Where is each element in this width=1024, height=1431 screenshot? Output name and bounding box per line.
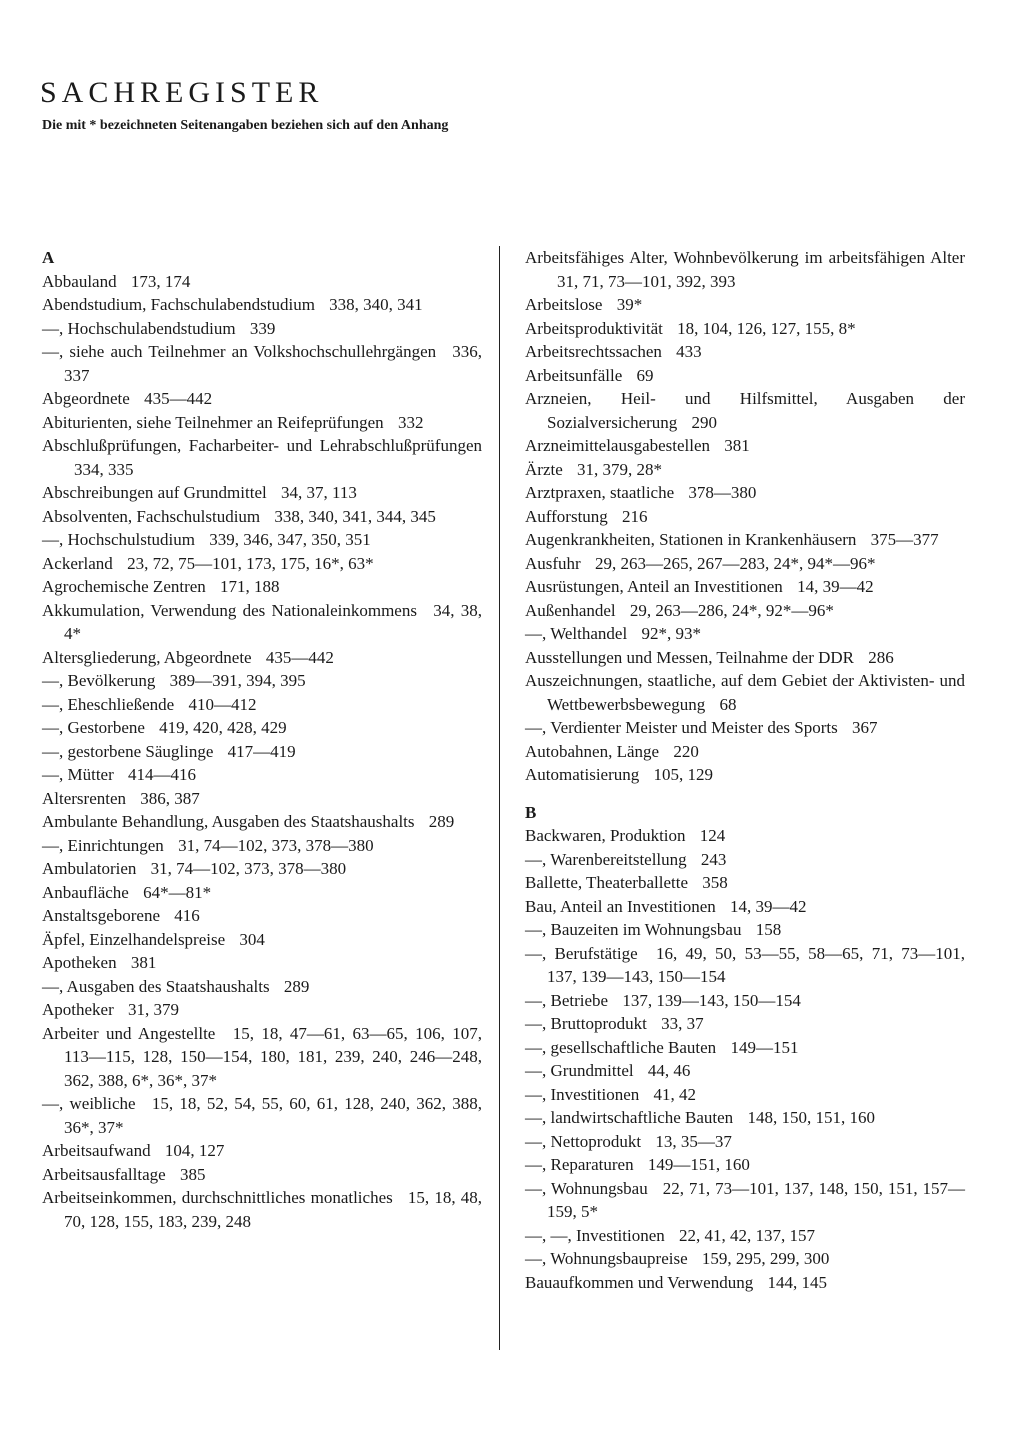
- index-term: —, Nettoprodukt: [525, 1131, 642, 1151]
- index-entry: [42, 505, 482, 529]
- index-term: —, Bauzeiten im Wohnungsbau: [525, 920, 742, 939]
- page-references: 23, 72, 75—101, 173, 175, 16*, 63*: [127, 553, 374, 573]
- index-entry: [525, 575, 965, 599]
- index-entry: [525, 458, 965, 482]
- index-term: —, Reparaturen: [525, 1155, 634, 1174]
- index-entry: [42, 810, 482, 834]
- page-references: 290: [691, 412, 718, 432]
- page-references: 435—442: [144, 389, 213, 408]
- page-references: 39*: [616, 295, 643, 314]
- index-term: —, Welthandel: [525, 624, 628, 643]
- index-entry: [525, 1083, 965, 1107]
- page-references: 416: [174, 906, 200, 925]
- page-references: 338, 340, 341, 344, 345: [274, 506, 436, 526]
- page-references: 417—419: [227, 741, 296, 761]
- index-term: —, gesellschaftliche Bauten: [525, 1037, 717, 1057]
- page-references: 137, 139—143, 150—154: [622, 990, 801, 1010]
- index-entry: [42, 528, 482, 552]
- page-references: 34, 38, 4*: [64, 600, 483, 643]
- index-entry: [42, 1092, 482, 1139]
- index-term: Ärzte: [525, 459, 563, 479]
- index-term: —, —, Investitionen: [525, 1225, 665, 1245]
- index-entry: [525, 763, 965, 787]
- page-references: 419, 420, 428, 429: [159, 718, 287, 737]
- index-term: Altersgliederung, Abgeordnete: [42, 647, 252, 667]
- index-entry: [525, 989, 965, 1013]
- index-entry: [42, 763, 482, 787]
- index-term: —, Gestorbene: [42, 718, 145, 737]
- page-references: 104, 127: [164, 1141, 225, 1160]
- page-references: 358: [702, 873, 728, 892]
- index-entry: [42, 740, 482, 764]
- index-term: Abschlußprüfungen, Facharbeiter- und Lehrabschlußprüfungen: [42, 436, 482, 455]
- index-term: Abiturienten, siehe Teilnehmer an Reifeprüfungen: [42, 412, 384, 432]
- index-entry: [42, 834, 482, 858]
- index-entry: [42, 881, 482, 905]
- page-references: 381: [130, 953, 157, 972]
- page-title: SACHREGISTER: [40, 76, 324, 109]
- page-references: 435—442: [265, 647, 334, 667]
- index-entry: [525, 871, 965, 895]
- index-entry: [525, 340, 965, 364]
- index-term: —, siehe auch Teilnehmer an Volkshochschullehrgängen: [42, 342, 437, 361]
- index-term: Arbeitsfähiges Alter, Wohnbevölkerung im arbeitsfähigen Alter: [525, 248, 965, 267]
- page-references: 386, 387: [140, 788, 200, 808]
- index-entry: [525, 1153, 965, 1177]
- index-entry: [42, 1139, 482, 1163]
- index-entry: [42, 293, 482, 317]
- index-entry: [42, 904, 482, 928]
- index-term: Automatisierung: [525, 765, 640, 784]
- index-term: Arbeiter und Angestellte: [42, 1023, 216, 1043]
- page-references: 385: [179, 1164, 206, 1184]
- page-references: 15, 18, 47—61, 63—65, 106, 107, 113—115, 128, 150—154, 180, 181, 239, 240, 246—248, 362, 388, 6*, 36*, 37*: [64, 1023, 482, 1090]
- index-entry: [525, 1130, 965, 1154]
- index-entry: [525, 716, 965, 740]
- index-entry: [42, 1022, 482, 1093]
- index-term: Bauaufkommen und Verwendung: [525, 1272, 754, 1292]
- page-references: 15, 18, 48, 70, 128, 155, 183, 239, 248: [64, 1188, 482, 1231]
- page-references: 22, 71, 73—101, 137, 148, 150, 151, 157—159, 5*: [547, 1178, 966, 1221]
- index-term: Autobahnen, Länge: [525, 741, 660, 761]
- page-references: 31, 74—102, 373, 378—380: [178, 835, 374, 855]
- index-term: Backwaren, Produktion: [525, 826, 686, 845]
- page-references: 29, 263—265, 267—283, 24*, 94*—96*: [594, 553, 876, 573]
- index-entry: [42, 575, 482, 599]
- index-term: Äpfel, Einzelhandelspreise: [42, 929, 226, 949]
- index-term: Abendstudium, Fachschulabendstudium: [42, 295, 315, 314]
- index-term: —, Investitionen: [525, 1084, 640, 1104]
- index-term: —, Grundmittel: [525, 1061, 634, 1080]
- index-entry: [525, 1177, 965, 1224]
- page-references: 339, 346, 347, 350, 351: [209, 530, 371, 549]
- index-entry: [525, 1106, 965, 1130]
- page-references: 13, 35—37: [655, 1131, 732, 1151]
- index-term: Absolventen, Fachschulstudium: [42, 506, 261, 526]
- page-references: 286: [868, 647, 894, 667]
- index-term: —, Wohnungsbaupreise: [525, 1249, 688, 1268]
- index-term: —, Bevölkerung: [42, 671, 156, 690]
- index-term: Altersrenten: [42, 788, 127, 808]
- index-term: —, Ausgaben des Staatshaushalts: [42, 976, 270, 996]
- page-references: 375—377: [870, 530, 939, 549]
- page-references: 410—412: [188, 694, 257, 714]
- index-term: —, Warenbereitstellung: [525, 849, 687, 869]
- page-references: 171, 188: [220, 577, 280, 596]
- index-term: Bau, Anteil an Investitionen: [525, 896, 716, 916]
- index-term: —, Mütter: [42, 765, 114, 784]
- index-entry: [42, 1163, 482, 1187]
- page-references: 124: [699, 826, 726, 845]
- index-term: Arzneien, Heil- und Hilfsmittel, Ausgaben der Sozialversicherung: [525, 389, 965, 432]
- page-references: 31, 379, 28*: [577, 459, 663, 479]
- index-entries-a-right: [525, 246, 965, 787]
- index-entry: [525, 1224, 965, 1248]
- index-entry: [525, 481, 965, 505]
- page-references: 304: [239, 929, 265, 949]
- page-references: 14, 39—42: [730, 896, 807, 916]
- index-entry: [525, 1036, 965, 1060]
- index-entry: [42, 270, 482, 294]
- index-entry: [525, 669, 965, 716]
- page-references: 31, 74—102, 373, 378—380: [150, 859, 347, 878]
- index-term: —, Einrichtungen: [42, 835, 164, 855]
- index-term: Arbeitsproduktivität: [525, 318, 663, 338]
- index-entry: [525, 364, 965, 388]
- index-entry: [525, 740, 965, 764]
- index-term: —, Wohnungsbau: [525, 1178, 648, 1198]
- page-references: 64*—81*: [143, 882, 212, 902]
- page-references: 22, 41, 42, 137, 157: [679, 1225, 816, 1245]
- page-references: 339: [249, 318, 276, 338]
- index-term: Abschreibungen auf Grundmittel: [42, 483, 267, 502]
- index-entry: [42, 481, 482, 505]
- index-term: Arbeitsaufwand: [42, 1141, 151, 1160]
- index-term: —, gestorbene Säuglinge: [42, 741, 214, 761]
- page-references: 216: [622, 506, 648, 526]
- index-term: —, weibliche: [42, 1094, 136, 1113]
- index-term: Arztpraxen, staatliche: [525, 483, 675, 502]
- index-entry: [525, 387, 965, 434]
- index-term: Ambulatorien: [42, 859, 137, 878]
- page-subtitle: Die mit * bezeichneten Seitenangaben beziehen sich auf den Anhang: [42, 118, 449, 133]
- page-references: 69: [636, 365, 654, 385]
- page-references: 378—380: [688, 483, 757, 502]
- index-entries-a-left: [42, 270, 482, 1234]
- index-entry: [42, 951, 482, 975]
- index-term: Augenkrankheiten, Stationen in Krankenhäusern: [525, 530, 857, 549]
- page-references: 149—151: [730, 1037, 799, 1057]
- index-term: Abbauland: [42, 271, 117, 291]
- index-entry: [42, 434, 482, 481]
- index-term: Akkumulation, Verwendung des Nationaleinkommens: [42, 600, 417, 620]
- index-entry: [42, 552, 482, 576]
- page-references: 289: [283, 976, 310, 996]
- index-entry: [42, 787, 482, 811]
- page-references: 289: [428, 812, 455, 831]
- index-term: Außenhandel: [525, 600, 616, 620]
- index-column-left: [42, 246, 482, 1233]
- index-term: Arbeitseinkommen, durchschnittliches monatliches: [42, 1188, 393, 1207]
- index-entry: [525, 824, 965, 848]
- section-letter-a: A: [42, 248, 55, 267]
- index-term: Arbeitsunfälle: [525, 365, 623, 385]
- page-references: 14, 39—42: [797, 577, 874, 596]
- page-references: 144, 145: [767, 1272, 827, 1292]
- page-references: 389—391, 394, 395: [169, 671, 306, 690]
- index-entry: [42, 975, 482, 999]
- index-entry: [525, 317, 965, 341]
- page-references: 336, 337: [64, 342, 483, 385]
- index-entry: [525, 528, 965, 552]
- index-entry: [42, 340, 482, 387]
- index-term: Abgeordnete: [42, 389, 130, 408]
- index-entry: [42, 387, 482, 411]
- index-term: Agrochemische Zentren: [42, 577, 206, 596]
- index-term: —, Verdienter Meister und Meister des Sports: [525, 718, 838, 737]
- index-term: Arbeitsausfalltage: [42, 1164, 166, 1184]
- page-references: 220: [673, 741, 699, 761]
- page-references: 15, 18, 52, 54, 55, 60, 61, 128, 240, 362, 388, 36*, 37*: [64, 1094, 482, 1137]
- index-term: Apotheken: [42, 953, 117, 972]
- page-references: 29, 263—286, 24*, 92*—96*: [629, 600, 834, 620]
- index-entry: [525, 246, 965, 293]
- page-references: 33, 37: [661, 1014, 704, 1033]
- index-term: Ausrüstungen, Anteil an Investitionen: [525, 577, 783, 596]
- index-term: Ausstellungen und Messen, Teilnahme der DDR: [525, 647, 855, 667]
- index-entry: [525, 918, 965, 942]
- index-entry: [525, 1059, 965, 1083]
- index-entry: [42, 998, 482, 1022]
- index-entry: [525, 434, 965, 458]
- page-references: 18, 104, 126, 127, 155, 8*: [677, 318, 856, 338]
- page-references: 433: [676, 342, 702, 361]
- index-term: Ballette, Theaterballette: [525, 873, 688, 892]
- index-term: Arbeitslose: [525, 295, 603, 314]
- index-entry: [525, 622, 965, 646]
- index-term: —, Hochschulstudium: [42, 530, 195, 549]
- column-divider: [499, 246, 500, 1350]
- index-entry: [525, 599, 965, 623]
- index-term: Arbeitsrechtssachen: [525, 342, 662, 361]
- index-term: Ackerland: [42, 553, 113, 573]
- index-entry: [42, 646, 482, 670]
- index-entry: [525, 895, 965, 919]
- index-term: Aufforstung: [525, 506, 608, 526]
- index-term: —, Berufstätige: [525, 943, 638, 963]
- index-entry: [525, 1271, 965, 1295]
- page-references: 332: [397, 412, 424, 432]
- index-entry: [42, 669, 482, 693]
- index-term: Anstaltsgeborene: [42, 906, 161, 925]
- index-entry: [42, 716, 482, 740]
- index-entry: [42, 857, 482, 881]
- page-references: 381: [724, 436, 750, 455]
- index-entry: [525, 293, 965, 317]
- index-entries-b: [525, 824, 965, 1294]
- section-letter-b: B: [525, 802, 537, 822]
- index-entry: [525, 1012, 965, 1036]
- index-entry: [42, 411, 482, 435]
- page-references: 92*, 93*: [641, 624, 701, 643]
- index-term: —, landwirtschaftliche Bauten: [525, 1108, 734, 1127]
- index-column-right: [525, 246, 965, 1294]
- page-references: 367: [851, 718, 878, 737]
- page-references: 158: [755, 920, 782, 939]
- index-term: —, Betriebe: [525, 990, 609, 1010]
- index-term: Auszeichnungen, staatliche, auf dem Gebiet der Aktivisten- und Wettbewerbsbewegung: [525, 671, 965, 714]
- index-term: Anbaufläche: [42, 882, 129, 902]
- index-entry: [525, 646, 965, 670]
- index-entry: [42, 693, 482, 717]
- index-entry: [42, 317, 482, 341]
- page-references: 105, 129: [653, 765, 714, 784]
- page-references: 41, 42: [653, 1084, 697, 1104]
- page-references: 149—151, 160: [647, 1155, 750, 1174]
- index-term: Apotheker: [42, 1000, 114, 1019]
- index-entry: [525, 942, 965, 989]
- index-entry: [42, 1186, 482, 1233]
- index-entry: [525, 552, 965, 576]
- page-references: 31, 379: [128, 1000, 180, 1019]
- index-entry: [42, 599, 482, 646]
- index-term: —, Hochschulabendstudium: [42, 318, 236, 338]
- index-entry: [525, 1247, 965, 1271]
- page-references: 44, 46: [647, 1061, 691, 1080]
- page-references: 68: [719, 694, 737, 714]
- page-references: 338, 340, 341: [329, 295, 423, 314]
- page-references: 159, 295, 299, 300: [701, 1249, 830, 1268]
- index-entry: [525, 848, 965, 872]
- page-references: 16, 49, 50, 53—55, 58—65, 71, 73—101, 137, 139—143, 150—154: [547, 943, 966, 986]
- page-references: 173, 174: [130, 271, 191, 291]
- page-references: 34, 37, 113: [280, 483, 357, 502]
- index-term: Arzneimittelausgabestellen: [525, 436, 711, 455]
- page-references: 414—416: [128, 765, 197, 784]
- section-gap: [525, 787, 965, 801]
- index-term: Ambulante Behandlung, Ausgaben des Staatshaushalts: [42, 812, 415, 831]
- index-term: —, Eheschließende: [42, 694, 175, 714]
- page-references: 243: [700, 849, 727, 869]
- index-term: —, Bruttoprodukt: [525, 1014, 647, 1033]
- index-entry: [42, 928, 482, 952]
- index-term: Ausfuhr: [525, 553, 581, 573]
- index-entry: [525, 505, 965, 529]
- page-references: 148, 150, 151, 160: [747, 1108, 875, 1127]
- page-references: 31, 71, 73—101, 392, 393: [557, 271, 736, 291]
- page-references: 334, 335: [74, 459, 134, 479]
